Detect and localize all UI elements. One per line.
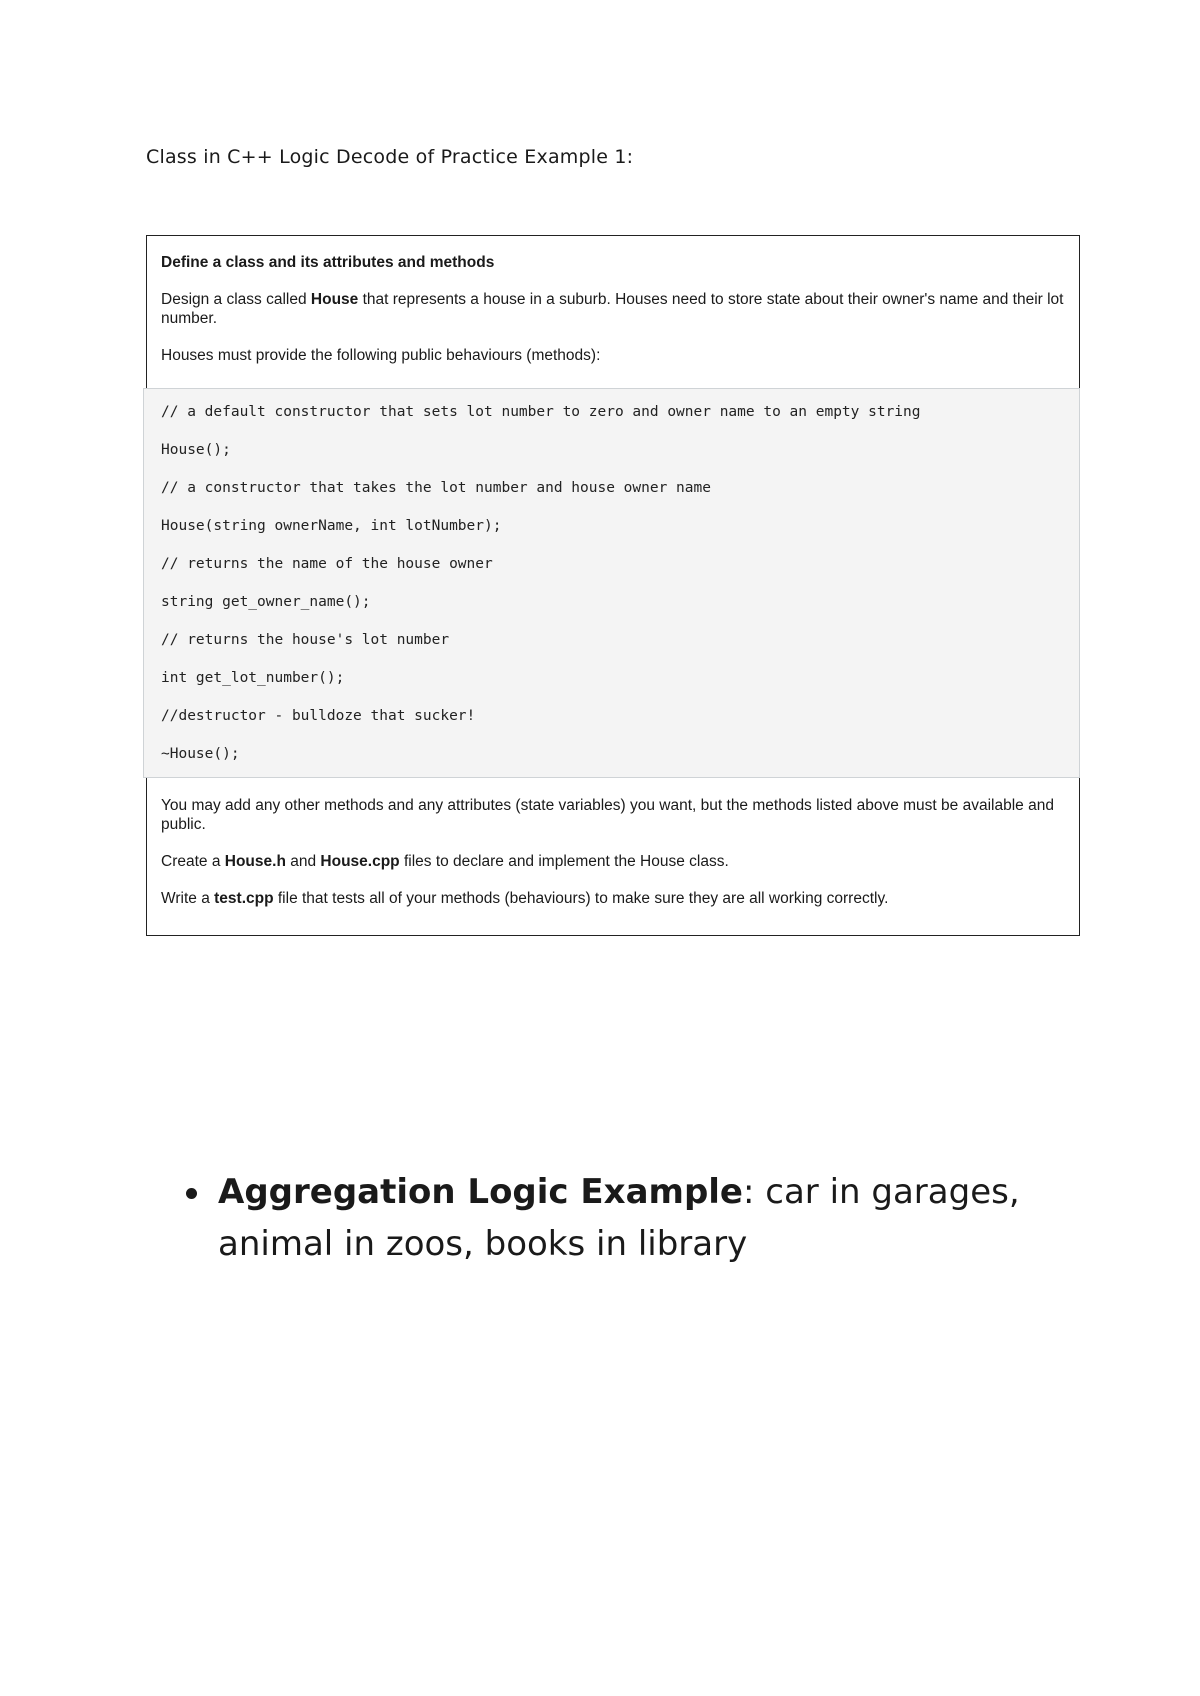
code-line: House(); <box>161 442 231 458</box>
aggregation-text: car in garages, animal in zoos, books in library <box>218 1172 1020 1264</box>
code-line: int get_lot_number(); <box>161 670 345 686</box>
task-intro-class: House <box>310 291 359 308</box>
code-line: // returns the name of the house owner <box>161 556 493 572</box>
task-description <box>147 236 1079 365</box>
write-suffix: file that tests all of your methods (behaviours) to make sure they are all working correctly. <box>273 890 889 907</box>
task-create <box>161 852 1065 871</box>
page-heading: Class in C++ Logic Decode of Practice Example 1: <box>146 146 634 168</box>
task-instructions <box>147 796 1079 926</box>
create-prefix: Create a <box>161 853 225 870</box>
task-box <box>146 235 1080 936</box>
task-note: You may add any other methods and any attributes (state variables) you want, but the methods listed above must be available and public. <box>161 797 1054 833</box>
code-line: // a constructor that takes the lot number and house owner name <box>161 480 711 496</box>
code-line: string get_owner_name(); <box>161 594 371 610</box>
code-line: // a default constructor that sets lot number to zero and owner name to an empty string <box>161 404 921 420</box>
code-line: House(string ownerName, int lotNumber); <box>161 518 502 534</box>
write-prefix: Write a <box>161 890 215 907</box>
house-h-file: House.h <box>224 853 286 870</box>
test-cpp-file: test.cpp <box>214 890 274 907</box>
task-behaviours-intro: Houses must provide the following public behaviours (methods): <box>161 347 601 364</box>
aggregation-bullet <box>186 1166 1046 1270</box>
bullet-dot-icon <box>186 1188 197 1199</box>
task-intro <box>161 290 1065 328</box>
task-write <box>161 889 1065 908</box>
aggregation-colon: : <box>743 1172 755 1212</box>
create-mid: and <box>285 853 321 870</box>
house-cpp-file: House.cpp <box>320 853 400 870</box>
code-line: //destructor - bulldoze that sucker! <box>161 708 476 724</box>
code-block <box>143 388 1080 778</box>
aggregation-label: Aggregation Logic Example <box>218 1172 743 1212</box>
create-suffix: files to declare and implement the House class. <box>399 853 729 870</box>
task-title: Define a class and its attributes and methods <box>161 254 495 271</box>
task-intro-suffix: that represents a house in a suburb. Houses need to store state about their owner's name and their lot number. <box>161 291 1064 327</box>
code-line: // returns the house's lot number <box>161 632 450 648</box>
task-intro-prefix: Design a class called <box>161 291 311 308</box>
code-line: ~House(); <box>161 746 240 762</box>
bullet-list <box>186 1166 1046 1270</box>
